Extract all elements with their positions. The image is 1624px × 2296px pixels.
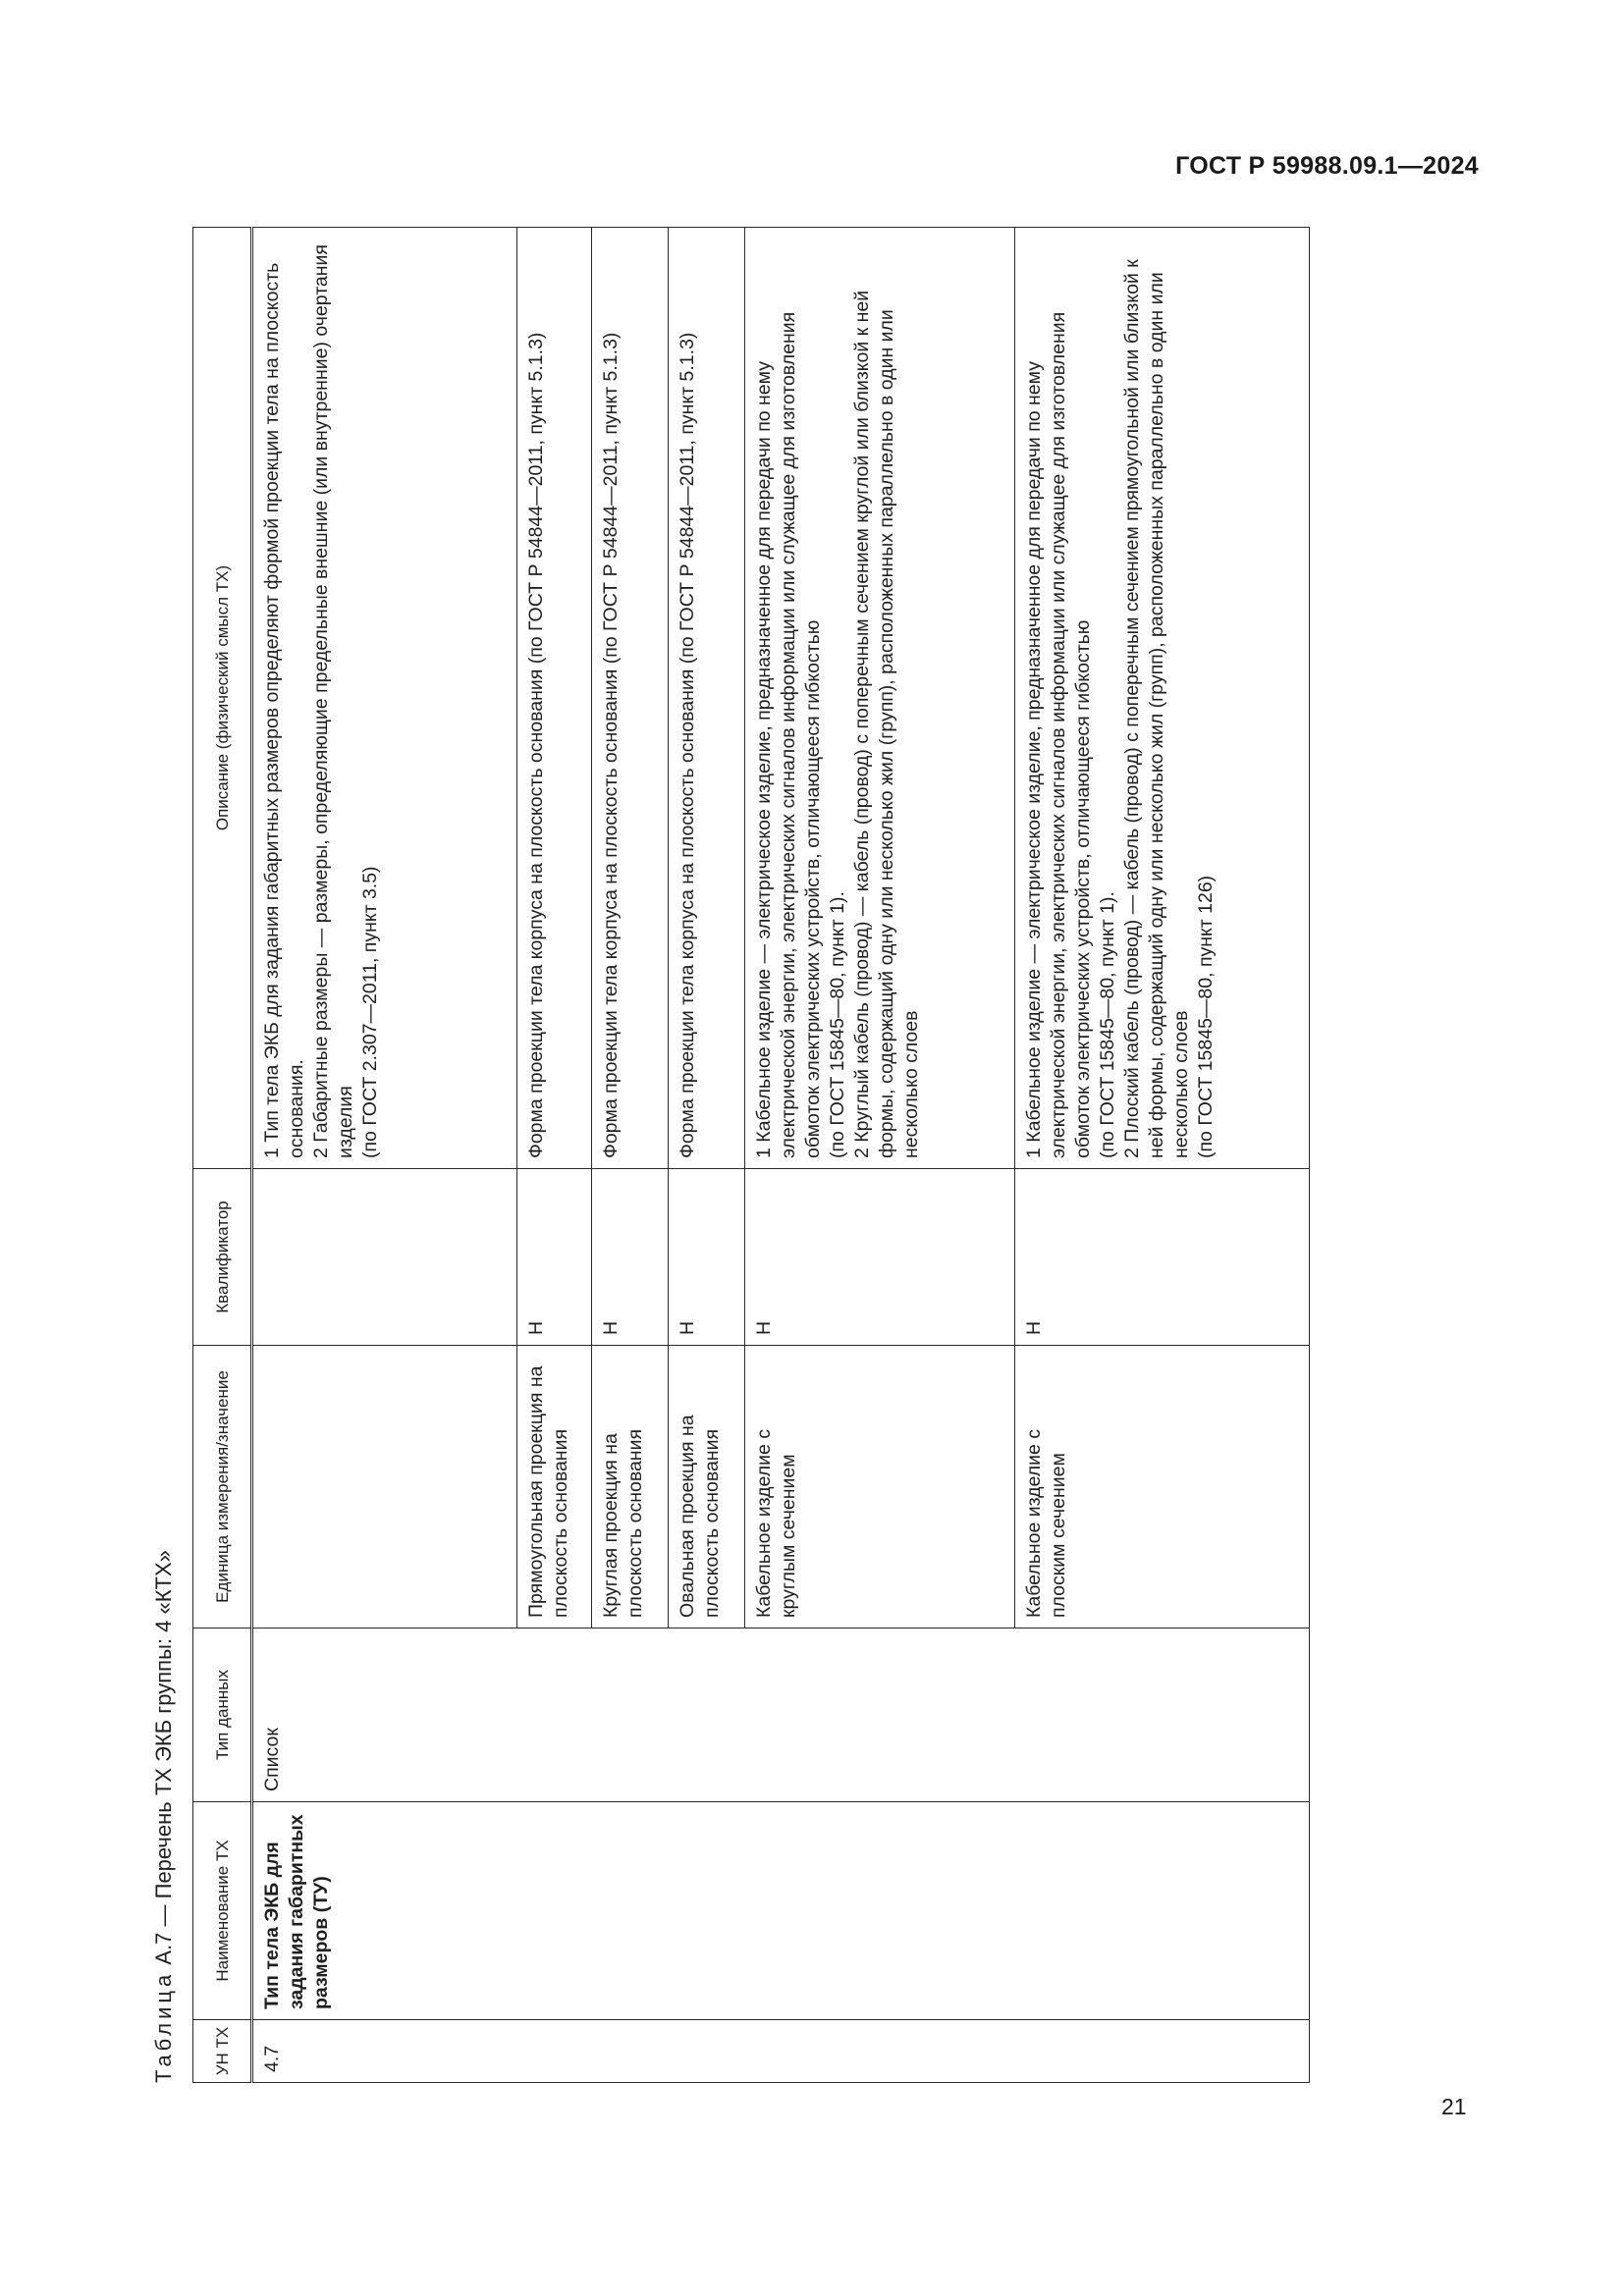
value-qualifier: Н xyxy=(1015,1169,1310,1346)
empty-cell xyxy=(669,1629,745,1802)
table-caption-text: А.7 — Перечень ТХ ЭКБ группы: 4 «КТХ» xyxy=(151,1550,176,1965)
column-header-data-type: Тип данных xyxy=(193,1629,252,1802)
value-description xyxy=(1015,228,1310,1169)
document-code: ГОСТ Р 59988.09.1—2024 xyxy=(1175,152,1479,180)
column-header-qualifier: Квалификатор xyxy=(193,1169,252,1346)
value-description xyxy=(592,228,669,1169)
page-number: 21 xyxy=(1441,2094,1467,2119)
characteristic-qualifier xyxy=(252,1169,517,1346)
table-row xyxy=(1015,228,1310,2083)
table-row xyxy=(745,228,1015,2083)
description-line: Форма проекции тела корпуса на плоскость основания (по ГОСТ Р 54844—2011, пункт 5.1.3) xyxy=(600,332,622,1158)
description-line: (по ГОСТ 15845—80, пункт 1). xyxy=(1097,891,1118,1158)
empty-cell xyxy=(669,2020,745,2083)
value-qualifier: Н xyxy=(517,1169,592,1346)
empty-cell xyxy=(669,1802,745,2020)
column-header-id: УН ТХ xyxy=(193,2020,252,2083)
value-unit: Кабельное изделие с плоским сечением xyxy=(1015,1346,1310,1629)
characteristic-unit xyxy=(252,1346,517,1629)
column-header-unit: Единица измерения/значение xyxy=(193,1346,252,1629)
value-qualifier: Н xyxy=(745,1169,1015,1346)
empty-cell xyxy=(745,2020,1015,2083)
description-line: (по ГОСТ 15845—80, пункт 126) xyxy=(1195,875,1217,1158)
value-description xyxy=(745,228,1015,1169)
description-line: 2 Габаритные размеры — размеры, определяющие предельные внешние (или внутренние) очертания изделия xyxy=(310,244,356,1158)
description-line: Форма проекции тела корпуса на плоскость основания (по ГОСТ Р 54844—2011, пункт 5.1.3) xyxy=(525,332,547,1158)
table-row xyxy=(252,228,517,2083)
value-unit: Прямоугольная проекция на плоскость основания xyxy=(517,1346,592,1629)
value-description xyxy=(669,228,745,1169)
description-line: 1 Кабельное изделие — электрическое изделие, предназначенное для передачи по нему электрической энергии, электрических сигналов информации или служащее для изготовления обмоток электрических устройств, отличающееся гибкостью xyxy=(1023,311,1094,1158)
empty-cell xyxy=(517,1629,592,1802)
column-header-name: Наименование ТХ xyxy=(193,1802,252,2020)
value-unit: Овальная проекция на плоскость основания xyxy=(669,1346,745,1629)
description-line: (по ГОСТ 2.307—2011, пункт 3.5) xyxy=(359,866,381,1158)
table-row xyxy=(669,228,745,2083)
characteristic-id: 4.7 xyxy=(252,2020,517,2083)
value-qualifier: Н xyxy=(669,1169,745,1346)
description-line: 2 Плоский кабель (провод) — кабель (провод) с поперечным сечением прямоугольной или близкой к ней формы, содержащий одну или несколько жил (групп), расположенных параллельно в один или несколько слоев xyxy=(1121,259,1192,1158)
table-header-row xyxy=(193,228,252,2083)
value-description xyxy=(517,228,592,1169)
empty-cell xyxy=(592,1802,669,2020)
characteristics-table xyxy=(192,227,1310,2083)
empty-cell xyxy=(517,1802,592,2020)
empty-cell xyxy=(745,1802,1015,2020)
empty-cell xyxy=(1015,1802,1310,2020)
value-qualifier: Н xyxy=(592,1169,669,1346)
empty-cell xyxy=(1015,1629,1310,1802)
column-header-description: Описание (физический смысл ТХ) xyxy=(193,228,252,1169)
description-line: 2 Круглый кабель (провод) — кабель (провод) с поперечным сечением круглой или близкой к ней формы, содержащий одну или несколько жил (групп), расположенных параллельно в один или несколько слоев xyxy=(851,290,922,1158)
characteristic-name: Тип тела ЭКБ для задания габаритных размеров (ТУ) xyxy=(252,1802,517,2020)
table-row xyxy=(517,228,592,2083)
empty-cell xyxy=(592,1629,669,1802)
description-line: 1 Кабельное изделие — электрическое изделие, предназначенное для передачи по нему электрической энергии, электрических сигналов информации или служащее для изготовления обмоток электрических устройств, отличающееся гибкостью xyxy=(753,311,824,1158)
characteristic-description xyxy=(252,228,517,1169)
value-unit: Кабельное изделие с круглым сечением xyxy=(745,1346,1015,1629)
empty-cell xyxy=(745,1629,1015,1802)
rotated-table-page xyxy=(149,228,1426,2083)
empty-cell xyxy=(1015,2020,1310,2083)
table-caption xyxy=(151,1550,177,2083)
table-row xyxy=(592,228,669,2083)
value-unit: Круглая проекция на плоскость основания xyxy=(592,1346,669,1629)
table-caption-label: Таблица xyxy=(151,1970,176,2083)
description-line: 1 Тип тела ЭКБ для задания габаритных размеров определяют формой проекции тела на плоскость основания. xyxy=(261,262,307,1158)
description-line: Форма проекции тела корпуса на плоскость основания (по ГОСТ Р 54844—2011, пункт 5.1.3) xyxy=(677,332,698,1158)
empty-cell xyxy=(517,2020,592,2083)
characteristic-data-type: Список xyxy=(252,1629,517,1802)
empty-cell xyxy=(592,2020,669,2083)
description-line: (по ГОСТ 15845—80, пункт 1). xyxy=(827,891,848,1158)
